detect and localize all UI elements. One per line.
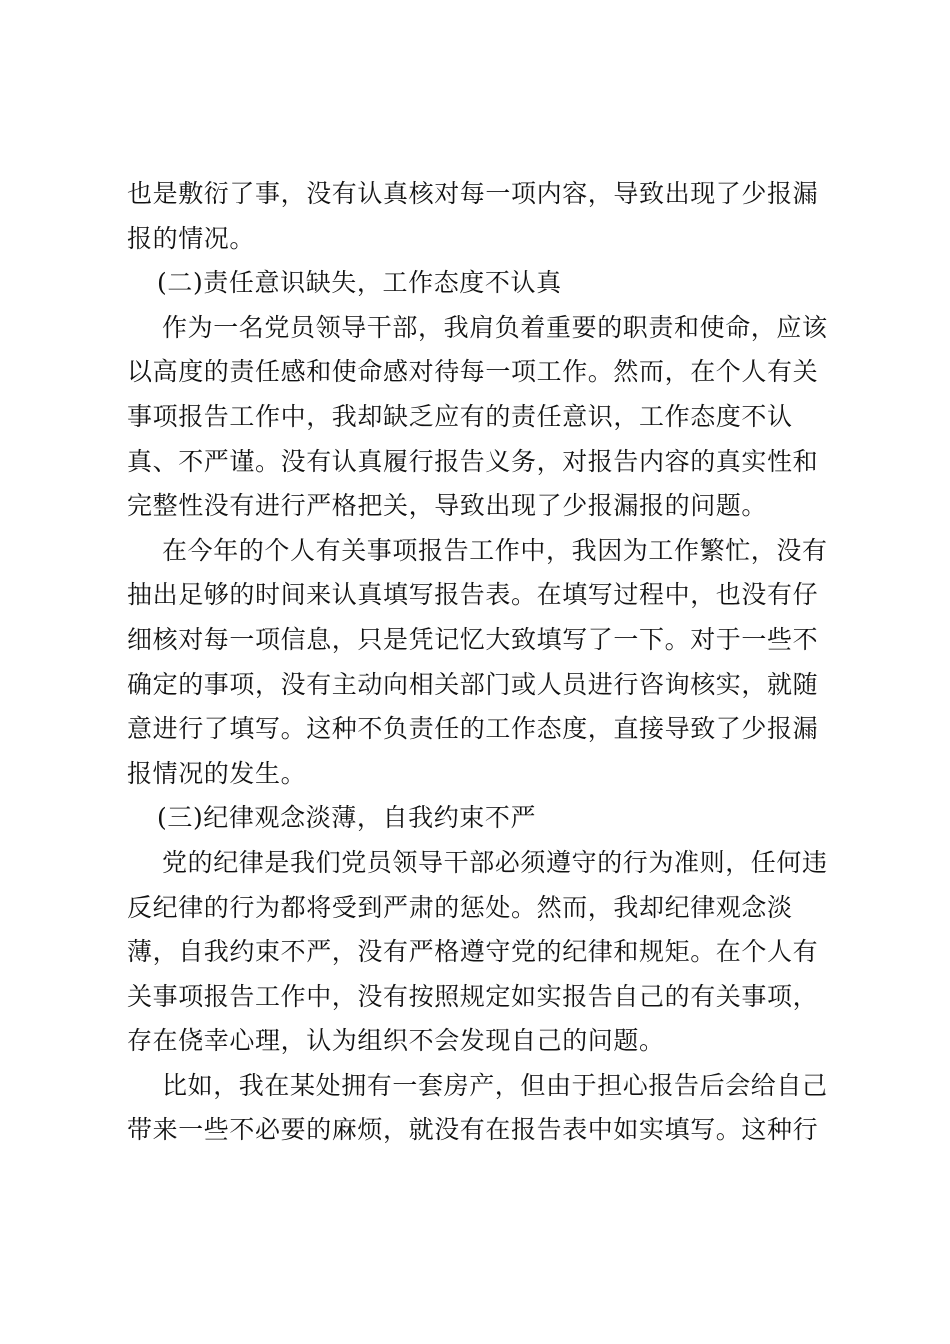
text-line: 以高度的责任感和使命感对待每一项工作。然而，在个人有关 xyxy=(127,357,819,387)
text-line: 完整性没有进行严格把关，导致出现了少报漏报的问题。 xyxy=(127,491,768,521)
text-line: 带来一些不必要的麻烦，就没有在报告表中如实填写。这种行 xyxy=(127,1115,819,1145)
text-line: 反纪律的行为都将受到严肃的惩处。然而，我却纪律观念淡 xyxy=(127,892,793,922)
text-line: 事项报告工作中，我却缺乏应有的责任意识，工作态度不认 xyxy=(127,401,793,431)
text-line: 存在侥幸心理，认为组织不会发现自己的问题。 xyxy=(127,1026,665,1056)
text-line: 比如，我在某处拥有一套房产，但由于担心报告后会给自己 xyxy=(162,1070,828,1100)
text-line: 薄，自我约束不严，没有严格遵守党的纪律和规矩。在个人有 xyxy=(127,937,819,967)
text-line: 抽出足够的时间来认真填写报告表。在填写过程中，也没有仔 xyxy=(127,580,819,610)
section-heading: (二)责任意识缺失，工作态度不认真 xyxy=(157,268,562,298)
text-line: 报的情况。 xyxy=(127,223,256,253)
text-line: 细核对每一项信息，只是凭记忆大致填写了一下。对于一些不 xyxy=(127,624,819,654)
text-line: 在今年的个人有关事项报告工作中，我因为工作繁忙，没有 xyxy=(162,535,828,565)
text-line: 报情况的发生。 xyxy=(127,758,307,788)
text-line: 也是敷衍了事，没有认真核对每一项内容，导致出现了少报漏 xyxy=(127,179,819,208)
document-body xyxy=(127,172,827,1153)
text-line: 确定的事项，没有主动向相关部门或人员进行咨询核实，就随 xyxy=(127,669,819,699)
text-line: 作为一名党员领导干部，我肩负着重要的职责和使命，应该 xyxy=(162,312,828,342)
text-line: 真、不严谨。没有认真履行报告义务，对报告内容的真实性和 xyxy=(127,446,819,476)
text-line: 关事项报告工作中，没有按照规定如实报告自己的有关事项， xyxy=(127,981,819,1011)
text-line: 意进行了填写。这种不负责任的工作态度，直接导致了少报漏 xyxy=(127,714,819,744)
text-line: 党的纪律是我们党员领导干部必须遵守的行为准则，任何违 xyxy=(162,847,828,877)
section-heading: (三)纪律观念淡薄，自我约束不严 xyxy=(157,803,537,833)
